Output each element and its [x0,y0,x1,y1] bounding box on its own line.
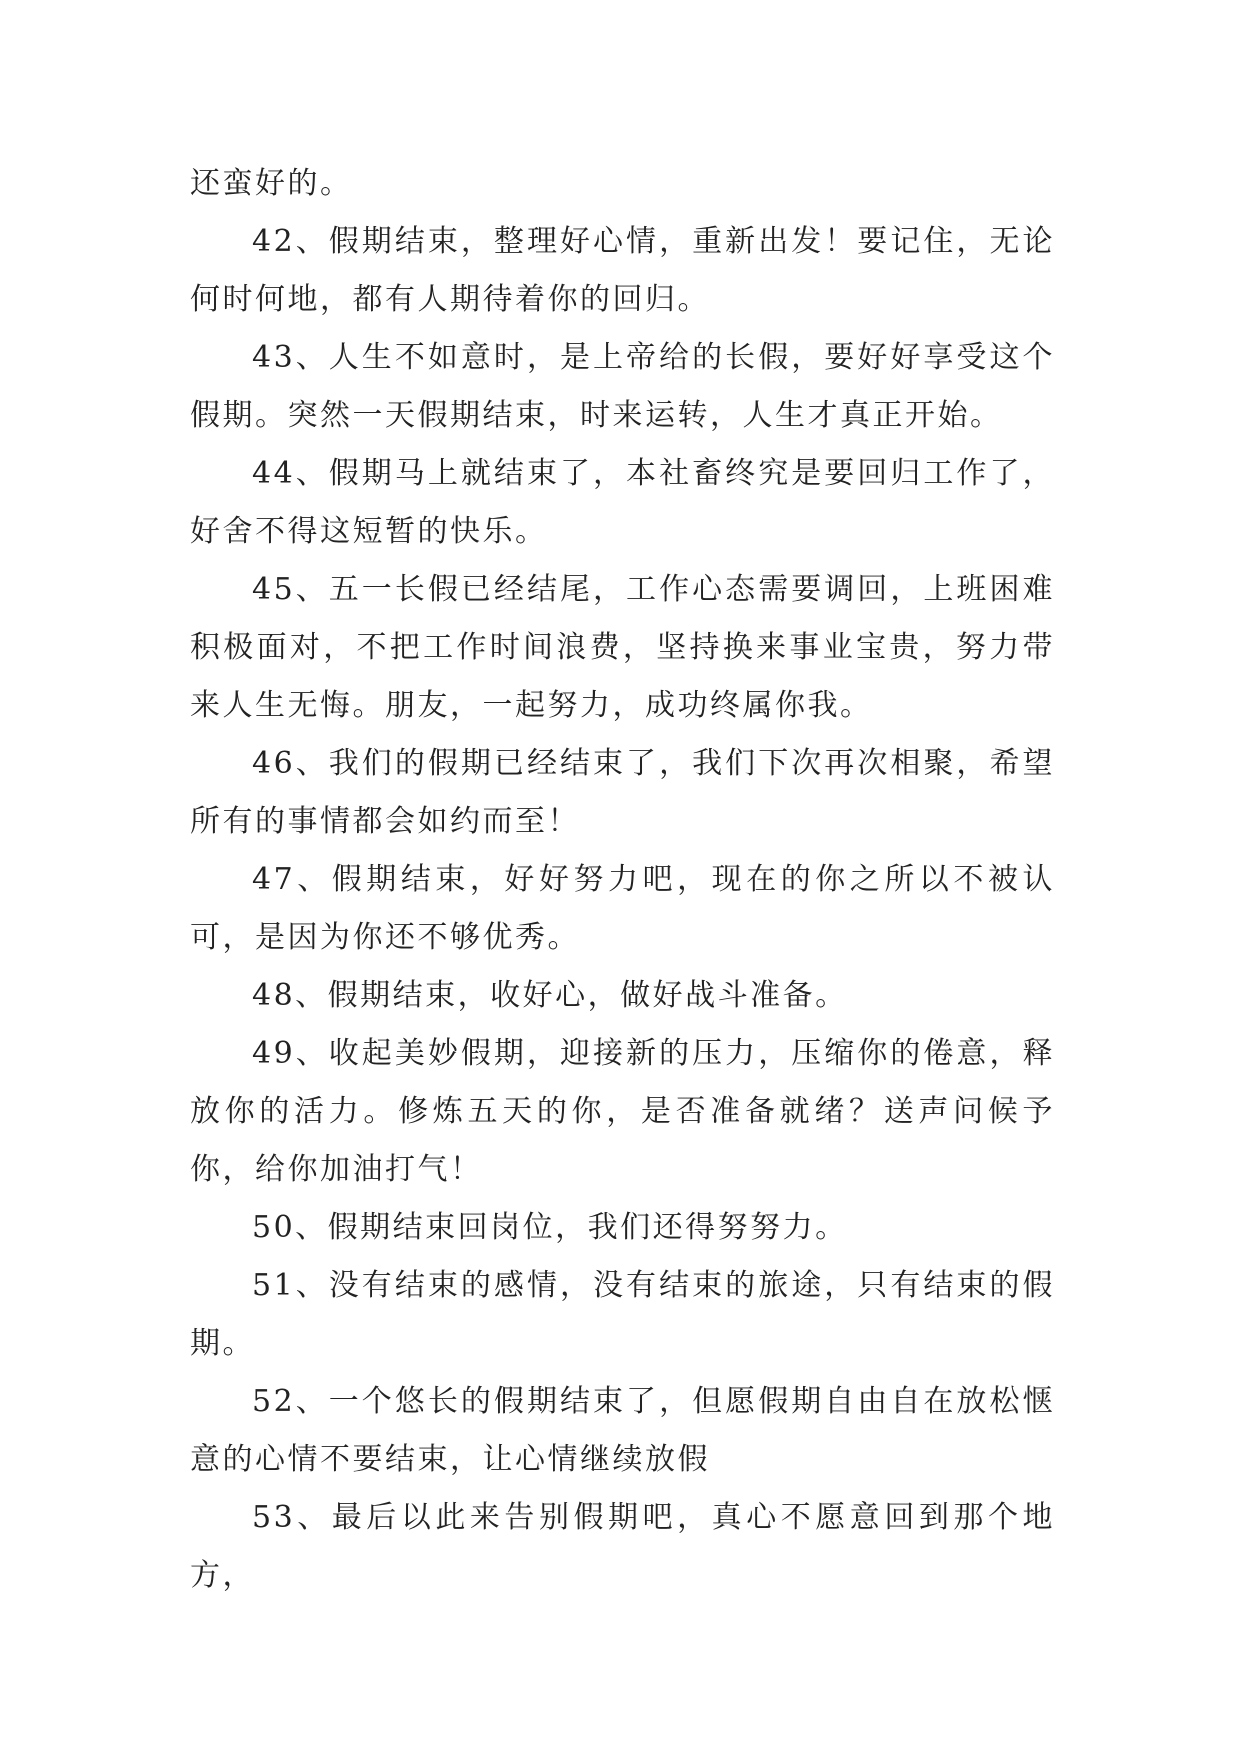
paragraph-49: 49、收起美妙假期，迎接新的压力，压缩你的倦意，释放你的活力。修炼五天的你，是否准备就绪？送声问候予你，给你加油打气！ [190,1036,1055,1187]
paragraph-51: 51、没有结束的感情，没有结束的旅途，只有结束的假期。 [190,1268,1055,1361]
document-body [190,155,1055,1605]
paragraph-46: 46、我们的假期已经结束了，我们下次再次相聚，希望所有的事情都会如约而至！ [190,746,1055,839]
paragraph-44: 44、假期马上就结束了，本社畜终究是要回归工作了，好舍不得这短暂的快乐。 [190,456,1055,549]
paragraph-42: 42、假期结束，整理好心情，重新出发！要记住，无论何时何地，都有人期待着你的回归。 [190,224,1055,317]
paragraph-53: 53、最后以此来告别假期吧，真心不愿意回到那个地方， [190,1500,1055,1593]
paragraph-52: 52、一个悠长的假期结束了，但愿假期自由自在放松惬意的心情不要结束，让心情继续放假 [190,1384,1055,1477]
paragraph-43: 43、人生不如意时，是上帝给的长假，要好好享受这个假期。突然一天假期结束，时来运转，人生才真正开始。 [190,340,1055,433]
paragraph-continuation: 还蛮好的。 [190,166,353,201]
paragraph-48: 48、假期结束，收好心，做好战斗准备。 [252,978,848,1013]
paragraph-45: 45、五一长假已经结尾，工作心态需要调回，上班困难积极面对，不把工作时间浪费，坚持换来事业宝贵，努力带来人生无悔。朋友，一起努力，成功终属你我。 [190,572,1055,723]
paragraph-50: 50、假期结束回岗位，我们还得努努力。 [252,1210,848,1245]
paragraph-47: 47、假期结束，好好努力吧，现在的你之所以不被认可，是因为你还不够优秀。 [190,862,1055,955]
